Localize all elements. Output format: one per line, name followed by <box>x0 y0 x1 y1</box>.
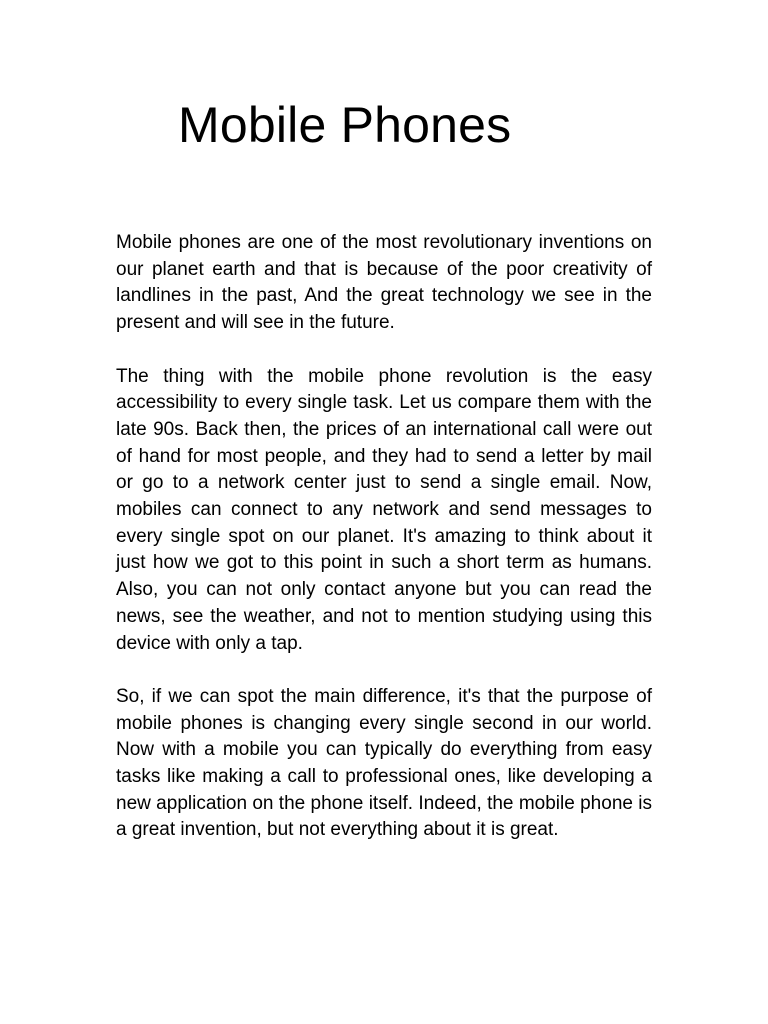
document-body <box>116 230 652 844</box>
paragraph-conclusion: So, if we can spot the main difference, it's that the purpose of mobile phones is changing every single second in our world. Now with a mobile you can typically do everything from easy tasks like making a call to professional ones, like developing a new application on the phone itself. Indeed, the mobile phone is a great invention, but not everything about it is great. <box>116 685 652 841</box>
page-title: Mobile Phones <box>178 97 512 153</box>
paragraph-revolution: The thing with the mobile phone revolution is the easy accessibility to every single task. Let us compare them with the late 90s. Back then, the prices of an international call were out of hand for most people, and they had to send a letter by mail or go to a network center just to send a single email. Now, mobiles can connect to any network and send messages to every single spot on our planet. It's amazing to think about it just how we got to this point in such a short term as humans. Also, you can not only contact anyone but you can read the news, see the weather, and not to mention studying using this device with only a tap. <box>116 365 652 654</box>
paragraph-intro: Mobile phones are one of the most revolutionary inventions on our planet earth and that is because of the poor creativity of landlines in the past, And the great technology we see in the present and will see in the future. <box>116 232 652 334</box>
